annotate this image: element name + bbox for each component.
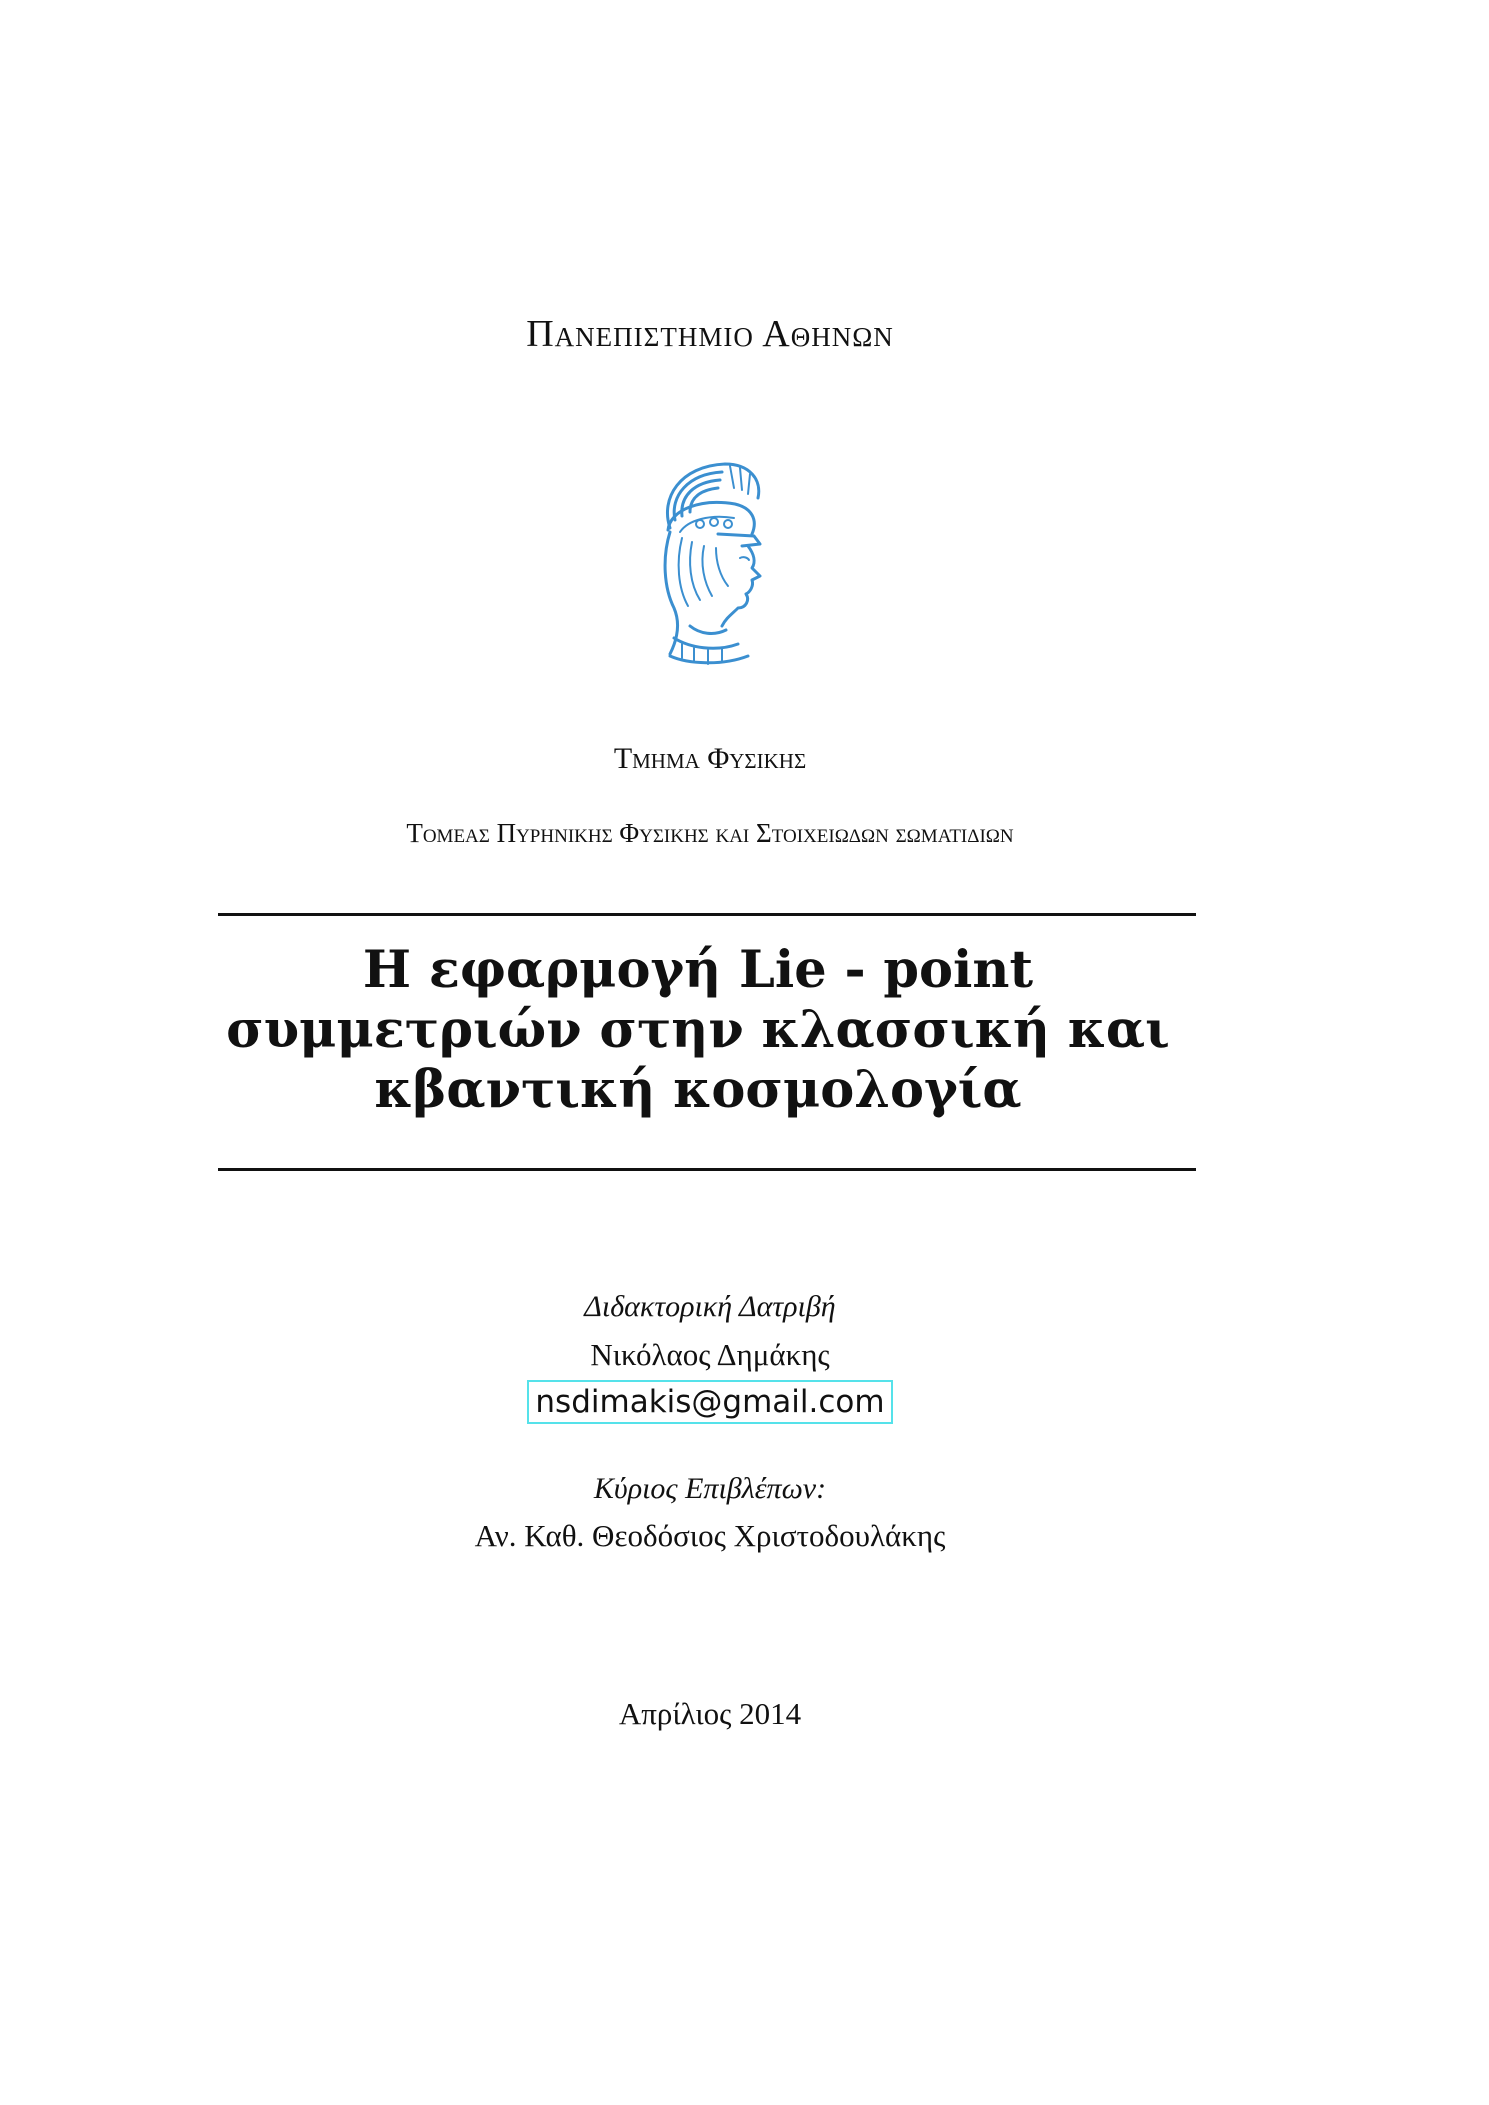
author-email-link[interactable]: nsdimakis@gmail.com [527, 1380, 892, 1424]
supervisor-name: Αν. Καθ. Θεοδόσιος Χριστοδουλάκης [474, 1518, 946, 1553]
thesis-title-line-1: Η εφαρμογή Lie - point [362, 940, 1034, 1000]
thesis-title-line-2: συμμετριών στην κλασσική και [226, 1000, 1170, 1060]
thesis-title-line-3: κβαντική κοσμολογία [374, 1060, 1022, 1120]
author-name: Νικόλαος Δημάκης [590, 1337, 830, 1372]
supervisor-label: Κύριος Επιβλέπων: [593, 1472, 827, 1505]
university-name: Πανεπιστημιο Αθηνων [526, 313, 894, 355]
department-name: Τμημα Φυσικης [613, 742, 807, 775]
thesis-title [218, 940, 1178, 1120]
thesis-type: Διδακτορική Δατριβή [584, 1290, 836, 1323]
title-rule-top [218, 913, 1196, 916]
email-row [0, 1380, 1420, 1424]
title-rule-bottom [218, 1168, 1196, 1171]
submission-date: Απρίλιος 2014 [618, 1696, 802, 1731]
athena-helmet-logo-icon [630, 458, 780, 668]
sector-name: Τομεας Πυρηνικης Φυσικης και Στοιχειωδων σωματιδιων [406, 818, 1014, 848]
